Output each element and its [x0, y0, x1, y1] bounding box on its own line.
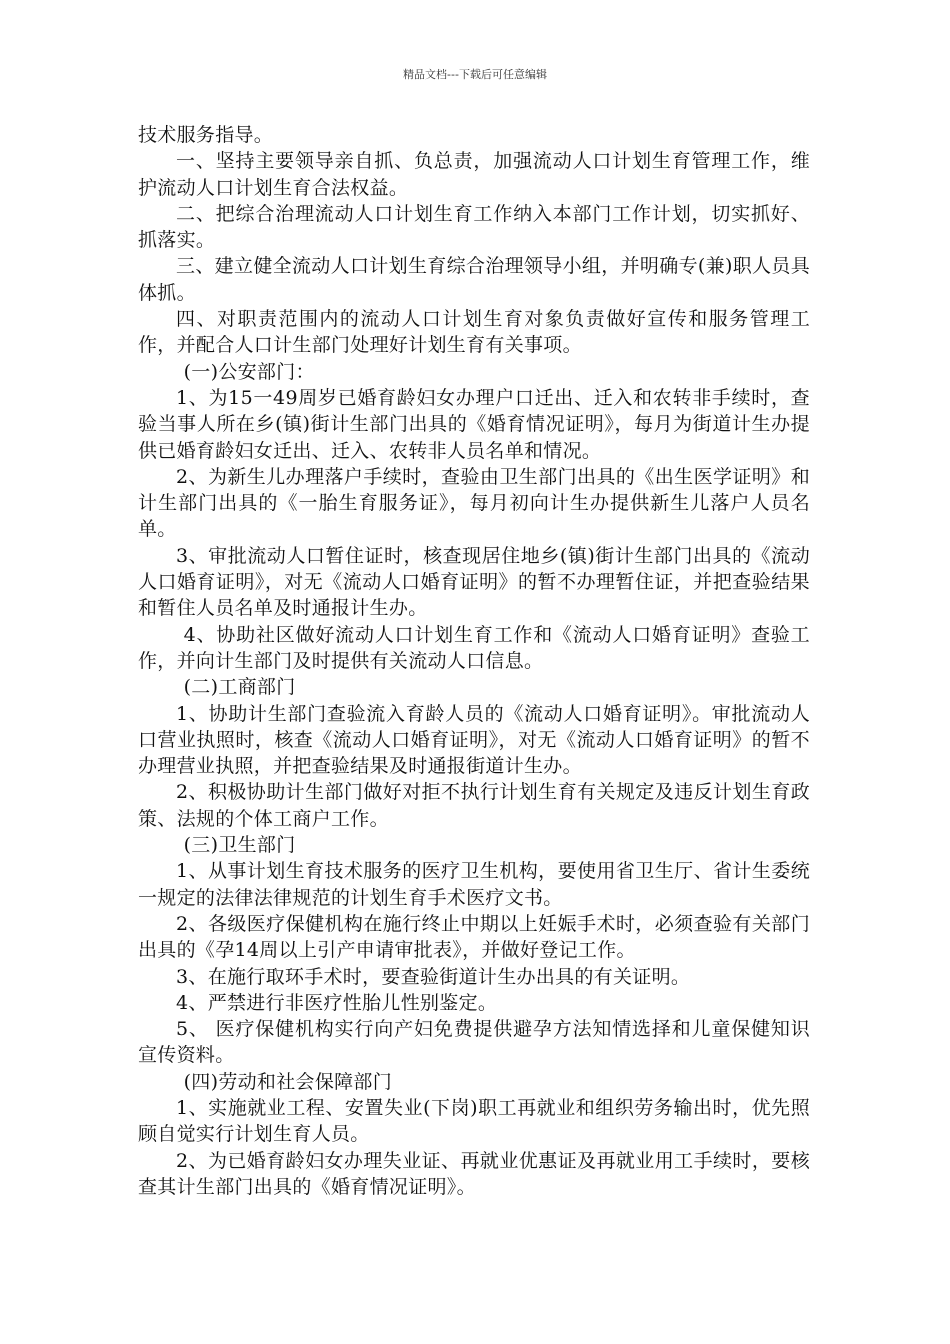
paragraph: 3、审批流动人口暂住证时，核查现居住地乡(镇)街计生部门出具的《流动人口婚育证明》，对无《流动人口婚育证明》的暂不办理暂住证，并把查验结果和暂住人员名单及时通报计生办。 [138, 544, 810, 620]
paragraph: 技术服务指导。 [138, 124, 274, 146]
paragraph: 二、把综合治理流动人口计划生育工作纳入本部门工作计划，切实抓好、抓落实。 [138, 202, 810, 252]
page-header: 精品文档---下载后可任意编辑 [403, 68, 547, 81]
paragraph: 3、在施行取环手术时，要查验街道计生办出具的有关证明。 [176, 965, 691, 988]
paragraph: 2、积极协助计生部门做好对拒不执行计划生育有关规定及违反计划生育政策、法规的个体工商户工作。 [138, 781, 810, 830]
paragraph: 1、为15一49周岁已婚育龄妇女办理户口迁出、迁入和农转非手续时，查验当事人所在乡(镇)街计生部门出具的《婚育情况证明》，每月为街道计生办提供已婚育龄妇女迁出、迁入、农转非人员名单和情况。 [138, 386, 810, 462]
paragraph: 1、从事计划生育技术服务的医疗卫生机构，要使用省卫生厅、省计生委统一规定的法律法律规范的计划生育手术医疗文书。 [138, 860, 810, 909]
paragraph: 4、协助社区做好流动人口计划生育工作和《流动人口婚育证明》查验工作，并向计生部门及时提供有关流动人口信息。 [138, 623, 810, 672]
paragraph: 2、各级医疗保健机构在施行终止中期以上妊娠手术时，必须查验有关部门出具的《孕14周以上引产申请审批表》，并做好登记工作。 [138, 912, 810, 962]
section-heading: (一)公安部门： [183, 360, 315, 383]
paragraph: 1、实施就业工程、安置失业(下岗)职工再就业和组织劳务输出时，优先照顾自觉实行计划生育人员。 [138, 1096, 810, 1146]
paragraph: 一、坚持主要领导亲自抓、负总责，加强流动人口计划生育管理工作，维护流动人口计划生育合法权益。 [138, 150, 810, 199]
section-heading: (四)劳动和社会保障部门 [183, 1070, 393, 1093]
paragraph: 三、建立健全流动人口计划生育综合治理领导小组，并明确专(兼)职人员具体抓。 [138, 255, 810, 304]
document-body [138, 122, 810, 1200]
section-heading: (二)工商部门 [183, 676, 296, 699]
paragraph: 四、对职责范围内的流动人口计划生育对象负责做好宣传和服务管理工作，并配合人口计生部门处理好计划生育有关事项。 [138, 308, 810, 357]
paragraph: 4、严禁进行非医疗性胎儿性别鉴定。 [176, 991, 498, 1014]
paragraph: 1、协助计生部门查验流入育龄人员的《流动人口婚育证明》。审批流动人口营业执照时，核查《流动人口婚育证明》，对无《流动人口婚育证明》的暂不办理营业执照，并把查验结果及时通报街道计生办。 [138, 702, 810, 778]
paragraph: 2、为已婚育龄妇女办理失业证、再就业优惠证及再就业用工手续时，要核查其计生部门出具的《婚育情况证明》。 [138, 1149, 810, 1198]
paragraph: 5、 医疗保健机构实行向产妇免费提供避孕方法知情选择和儿童保健知识宣传资料。 [138, 1018, 810, 1067]
paragraph: 2、为新生儿办理落户手续时，查验由卫生部门出具的《出生医学证明》和计生部门出具的《一胎生育服务证》，每月初向计生办提供新生儿落户人员名单。 [138, 465, 810, 541]
section-heading: (三)卫生部门 [183, 834, 296, 857]
